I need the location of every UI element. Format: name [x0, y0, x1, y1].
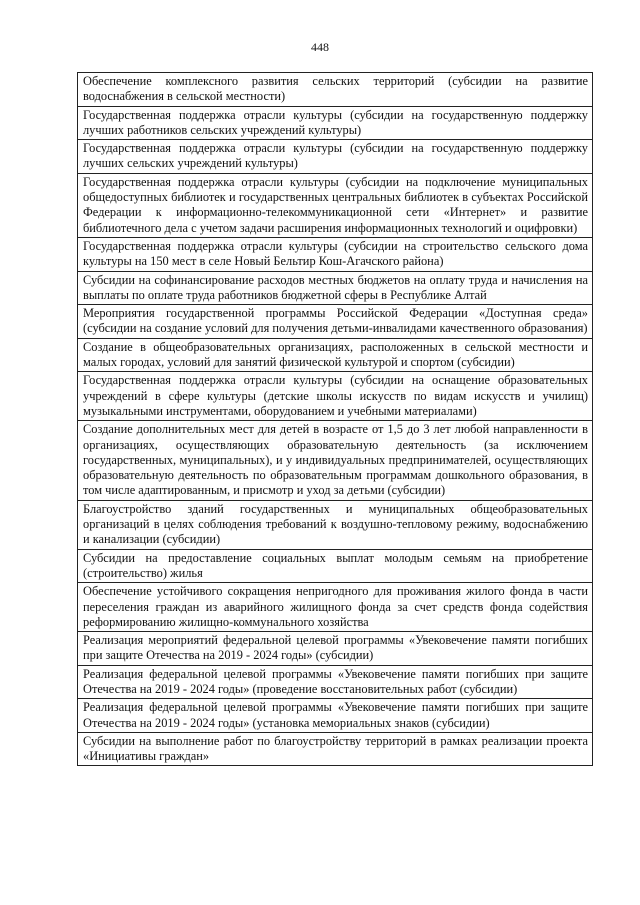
table-row: Реализация федеральной целевой программы «Увековечение памяти погибших при защите Отечества на 2019 - 2024 годы» (проведение восстановительных работ (субсидии)	[77, 666, 593, 700]
table-row: Реализация мероприятий федеральной целевой программы «Увековечение памяти погибших при защите Отечества на 2019 - 2024 годы» (субсидии)	[77, 632, 593, 666]
table-row: Создание в общеобразовательных организациях, расположенных в сельской местности и малых городах, условий для занятий физической культурой и спортом (субсидии)	[77, 339, 593, 373]
page-number: 448	[311, 40, 329, 54]
table-row: Государственная поддержка отрасли культуры (субсидии на подключение муниципальных общедоступных библиотек и государственных центральных библиотек в субъектах Российской Федерации к информационно-телекоммуникационной сети «Интернет» и развитие библиотечного дела с учетом задачи расширения информационных технологий и оцифровки)	[77, 174, 593, 238]
table-row: Государственная поддержка отрасли культуры (субсидии на оснащение образовательных учреждений в сфере культуры (детские школы искусств по видам искусств и училищ) музыкальными инструментами, оборудованием и учебными материалами)	[77, 372, 593, 421]
table-row: Государственная поддержка отрасли культуры (субсидии на строительство сельского дома культуры на 150 мест в селе Новый Бельтир Кош-Агачского района)	[77, 238, 593, 272]
table-row: Субсидии на выполнение работ по благоустройству территорий в рамках реализации проекта «Инициативы граждан»	[77, 733, 593, 767]
table-row: Реализация федеральной целевой программы «Увековечение памяти погибших при защите Отечества на 2019 - 2024 годы» (установка мемориальных знаков (субсидии)	[77, 699, 593, 733]
table-row: Государственная поддержка отрасли культуры (субсидии на государственную поддержку лучших сельских учреждений культуры)	[77, 140, 593, 174]
table-row: Обеспечение устойчивого сокращения непригодного для проживания жилого фонда в части переселения граждан из аварийного жилищного фонда за счет средств фонда содействия реформированию жилищно-коммунального хозяйства	[77, 583, 593, 632]
table-row: Создание дополнительных мест для детей в возрасте от 1,5 до 3 лет любой направленности в организациях, осуществляющих образовательную деятельность (за исключением государственных, муниципальных), и у индивидуальных предпринимателей, осуществляющих образовательную деятельность по образовательным программам дошкольного образования, в том числе адаптированным, и присмотр и уход за детьми (субсидии)	[77, 421, 593, 500]
table-row: Субсидии на предоставление социальных выплат молодым семьям на приобретение (строительство) жилья	[77, 550, 593, 584]
expenditure-table	[77, 72, 593, 766]
table-row: Государственная поддержка отрасли культуры (субсидии на государственную поддержку лучших работников сельских учреждений культуры)	[77, 107, 593, 141]
table-row: Субсидии на софинансирование расходов местных бюджетов на оплату труда и начисления на выплаты по оплате труда работников бюджетной сферы в Республике Алтай	[77, 272, 593, 306]
table-row: Благоустройство зданий государственных и муниципальных общеобразовательных организаций в целях соблюдения требований к воздушно-тепловому режиму, водоснабжению и канализации (субсидии)	[77, 501, 593, 550]
table-row: Обеспечение комплексного развития сельских территорий (субсидии на развитие водоснабжения в сельской местности)	[77, 73, 593, 107]
table-row: Мероприятия государственной программы Российской Федерации «Доступная среда» (субсидии на создание условий для получения детьми-инвалидами качественного образования)	[77, 305, 593, 339]
